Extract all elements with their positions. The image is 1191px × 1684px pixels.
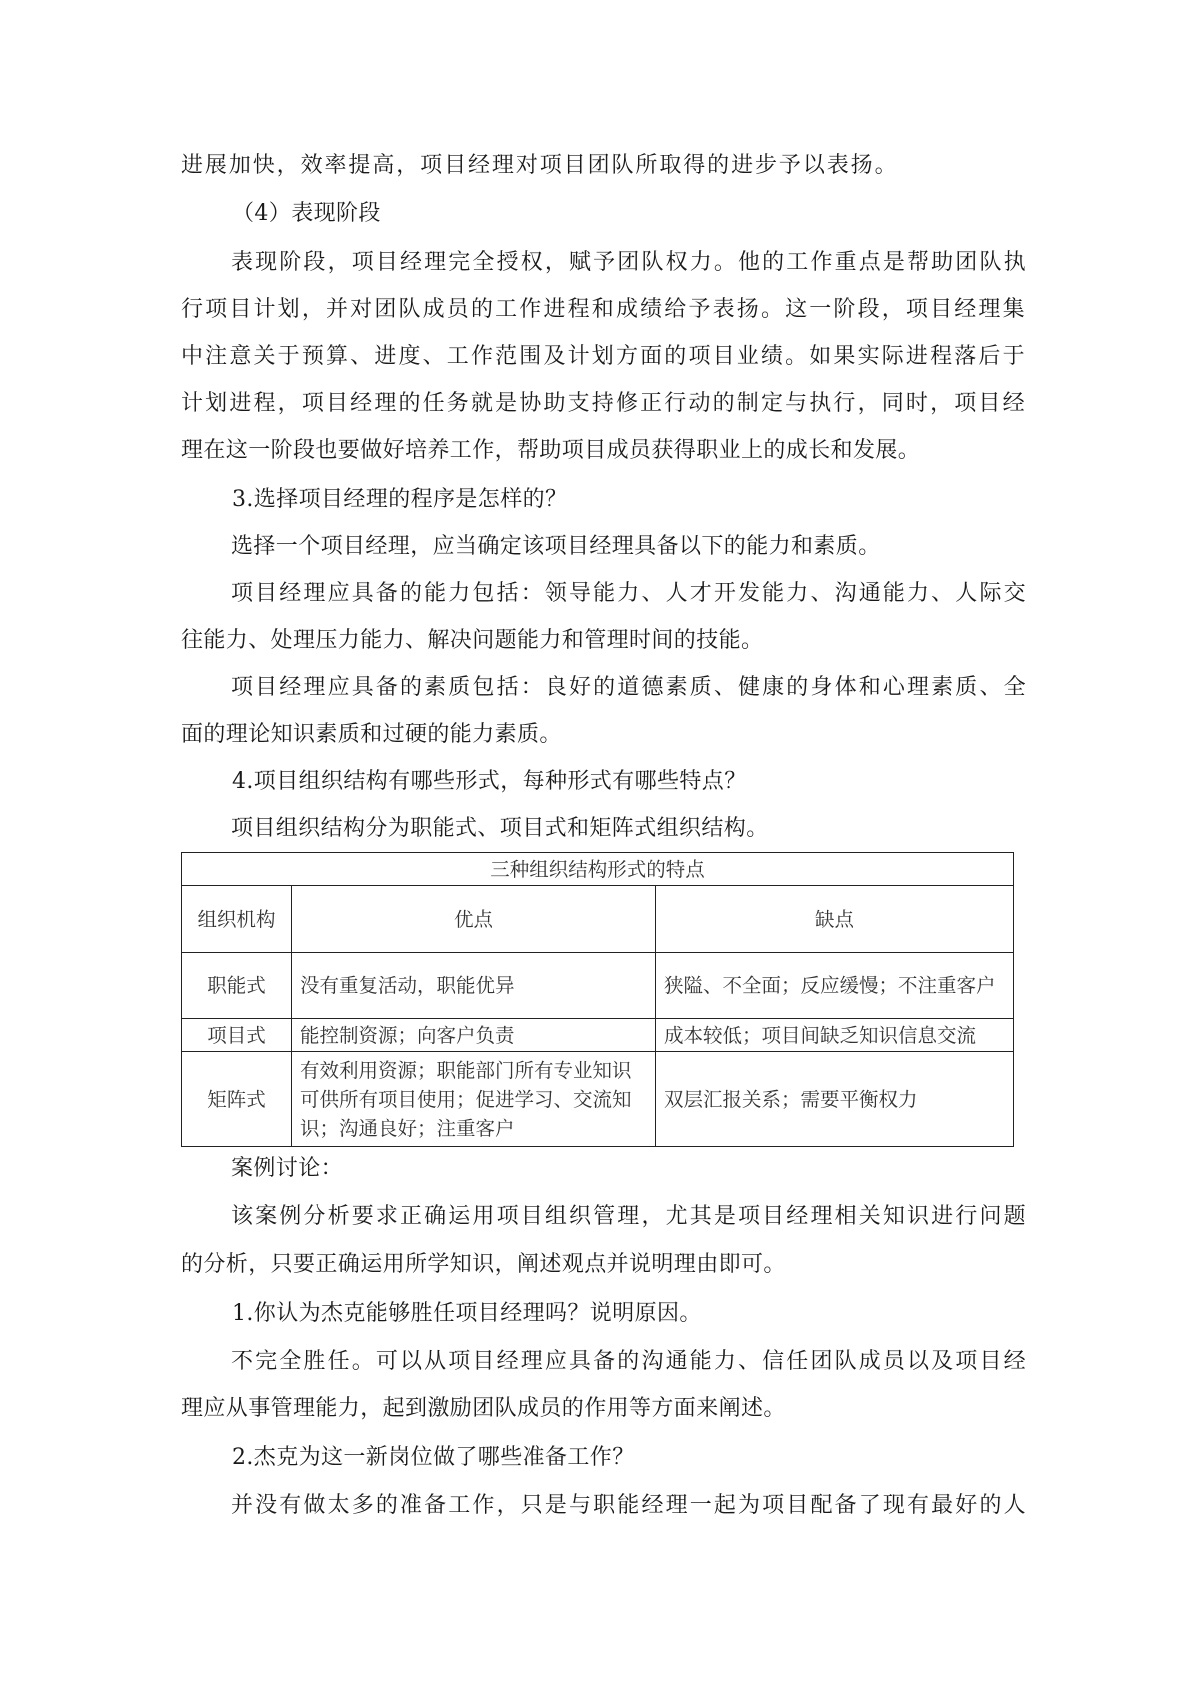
structure-comparison-table: [181, 852, 1014, 1147]
pros-cell: 能控制资源；向客户负责: [292, 1019, 656, 1052]
paragraph-line: 项目经理应具备的素质包括：良好的道德素质、健康的身体和心理素质、全: [231, 675, 1026, 700]
paragraph-line: 理在这一阶段也要做好培养工作，帮助项目成员获得职业上的成长和发展。: [181, 438, 921, 463]
cons-cell: 成本较低；项目间缺乏知识信息交流: [656, 1019, 1014, 1052]
paragraph-line: 计划进程，项目经理的任务就是协助支持修正行动的制定与执行，同时，项目经: [181, 391, 1025, 416]
section-heading: （4）表现阶段: [232, 201, 381, 226]
paragraph-line: 项目组织结构分为职能式、项目式和矩阵式组织结构。: [231, 816, 769, 841]
paragraph-line: 不完全胜任。可以从项目经理应具备的沟通能力、信任团队成员以及项目经: [231, 1349, 1026, 1374]
paragraph-line: 理应从事管理能力，起到激励团队成员的作用等方面来阐述。: [181, 1396, 786, 1421]
paragraph-line: 的分析，只要正确运用所学知识，阐述观点并说明理由即可。: [181, 1252, 786, 1277]
header-cell-pros: 优点: [292, 886, 656, 953]
paragraph-line: 进展加快，效率提高，项目经理对项目团队所取得的进步予以表扬。: [181, 153, 897, 178]
paragraph-line: 行项目计划，并对团队成员的工作进程和成绩给予表扬。这一阶段，项目经理集: [181, 297, 1025, 322]
header-cell-type: 组织机构: [182, 886, 292, 953]
header-cell-cons: 缺点: [656, 886, 1014, 953]
question-heading: 3.选择项目经理的程序是怎样的？: [232, 487, 568, 512]
table-caption-row: [182, 853, 1014, 886]
question-heading: 4.项目组织结构有哪些形式，每种形式有哪些特点？: [232, 769, 747, 794]
question-heading: 1.你认为杰克能够胜任项目经理吗？说明原因。: [232, 1301, 702, 1326]
table-header-row: [182, 886, 1014, 953]
paragraph-line: 选择一个项目经理，应当确定该项目经理具备以下的能力和素质。: [231, 534, 881, 559]
type-cell: 项目式: [182, 1019, 292, 1052]
paragraph-line: 往能力、处理压力能力、解决问题能力和管理时间的技能。: [181, 628, 764, 653]
table-row: [182, 953, 1014, 1019]
cons-cell: 狭隘、不全面；反应缓慢；不注重客户: [656, 953, 1014, 1019]
type-cell: 职能式: [182, 953, 292, 1019]
paragraph-line: 并没有做太多的准备工作，只是与职能经理一起为项目配备了现有最好的人: [231, 1493, 1026, 1518]
pros-cell: 有效利用资源；职能部门所有专业知识可供所有项目使用；促进学习、交流知识；沟通良好；注重客户: [292, 1052, 656, 1147]
table-row: [182, 1052, 1014, 1147]
paragraph-line: 项目经理应具备的能力包括：领导能力、人才开发能力、沟通能力、人际交: [231, 581, 1026, 606]
cons-cell: 双层汇报关系；需要平衡权力: [656, 1052, 1014, 1147]
paragraph-line: 表现阶段，项目经理完全授权，赋予团队权力。他的工作重点是帮助团队执: [231, 250, 1026, 275]
paragraph-line: 该案例分析要求正确运用项目组织管理，尤其是项目经理相关知识进行问题: [231, 1204, 1026, 1229]
pros-cell: 没有重复活动，职能优异: [292, 953, 656, 1019]
paragraph-line: 中注意关于预算、进度、工作范围及计划方面的项目业绩。如果实际进程落后于: [181, 344, 1025, 369]
table-row: [182, 1019, 1014, 1052]
type-cell: 矩阵式: [182, 1052, 292, 1147]
question-heading: 2.杰克为这一新岗位做了哪些准备工作？: [232, 1445, 635, 1470]
section-heading: 案例讨论：: [231, 1156, 344, 1181]
table-caption: 三种组织结构形式的特点: [182, 853, 1014, 886]
paragraph-line: 面的理论知识素质和过硬的能力素质。: [181, 722, 562, 747]
